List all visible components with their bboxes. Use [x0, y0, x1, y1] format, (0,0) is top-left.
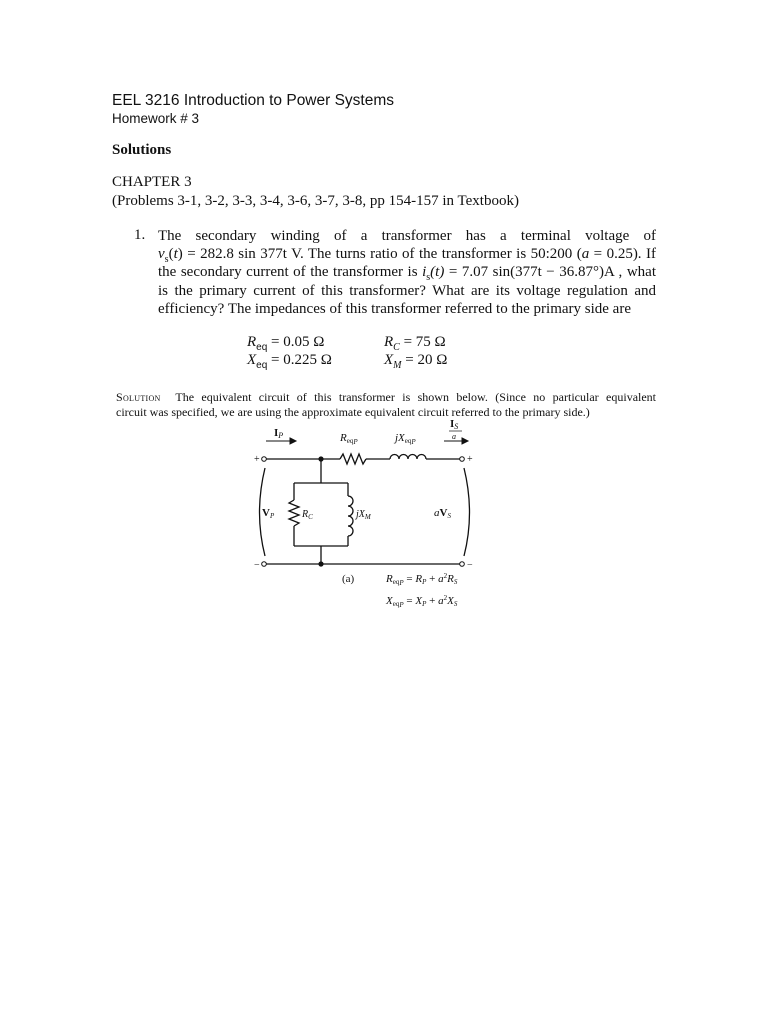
- terminal-bottom-left: [262, 562, 267, 567]
- question-line-3: the secondary current of the transformer is $i_s(t) = 7.07$ sin(377t − 36.87°)A , what: [158, 264, 656, 284]
- homework-label: Homework # 3: [112, 111, 200, 126]
- question-line-5: efficiency? The impedances of this transformer referred to the primary side are: [158, 300, 631, 317]
- solution-line-2: circuit was specified, we are using the approximate equivalent circuit referred to the primary side.): [116, 405, 590, 419]
- vp-label: VP: [262, 507, 275, 520]
- impedance-xeq: $X_{eq} = 0.225$ Ω: [247, 352, 332, 371]
- series-resistor: [340, 454, 366, 464]
- reqp-label: ReqP: [340, 432, 358, 446]
- solution-paragraph: [116, 390, 656, 420]
- ip-label: IP: [274, 427, 284, 440]
- impedance-req: $R_{eq} = 0.05$ Ω: [247, 334, 325, 353]
- is-label: IS: [450, 418, 459, 431]
- top-junction: [318, 456, 323, 461]
- terminal-bottom-right: [460, 562, 465, 567]
- equation-xeqp: XeqP = XP + $a^2XS$: [386, 594, 458, 609]
- problems-line: (Problems 3-1, 3-2, 3-3, 3-4, 3-6, 3-7, 3-8, pp 154-157 in Textbook): [112, 193, 519, 209]
- as-bracket: [464, 468, 470, 556]
- impedance-xm: $X_M = 20$ Ω: [384, 352, 448, 371]
- question-text: [158, 227, 656, 318]
- shunt-resistor-rc: [289, 500, 299, 526]
- equivalent-circuit-diagram: [240, 418, 500, 618]
- chapter-heading: CHAPTER 3: [112, 174, 192, 190]
- jxeqp-label: jXeqP: [395, 432, 416, 446]
- question-line-2: $v_s(t) = 282.8$ sin 377t V. The turns ratio of the transformer is 50:200 (a = 0.25). If: [158, 246, 656, 266]
- plus-right: +: [467, 454, 473, 465]
- figure-label: (a): [342, 573, 355, 585]
- solution-label: Solution: [116, 390, 161, 404]
- minus-right: −: [467, 560, 473, 571]
- minus-left: −: [254, 560, 260, 571]
- shunt-inductor-xm: [348, 496, 353, 536]
- solution-line-1: Solution The equivalent circuit of this transformer is shown below. (Since no particular equivalent: [116, 390, 657, 404]
- question-number: 1.: [134, 227, 146, 243]
- terminal-top-right: [460, 457, 465, 462]
- is-denominator: a: [452, 432, 456, 441]
- equation-reqp: ReqP = RP + $a^2RS$: [386, 572, 458, 587]
- bottom-node: [318, 561, 323, 566]
- question-line-4: is the primary current of this transformer? What are its voltage regulation and: [158, 282, 656, 299]
- terminal-top-left: [262, 457, 267, 462]
- avs-label: aVS: [434, 507, 451, 520]
- impedance-rc: $R_C = 75$ Ω: [384, 334, 446, 353]
- is-arrow: [444, 438, 468, 444]
- jxm-label: $jX_M$: [356, 509, 371, 521]
- question-line-1: The secondary winding of a transformer has a terminal voltage of: [158, 228, 656, 244]
- series-inductor: [390, 455, 426, 460]
- plus-left: +: [254, 454, 260, 465]
- course-title: EEL 3216 Introduction to Power Systems: [112, 92, 395, 109]
- solutions-heading: Solutions: [112, 142, 172, 158]
- rc-label: $R_C$: [302, 509, 313, 521]
